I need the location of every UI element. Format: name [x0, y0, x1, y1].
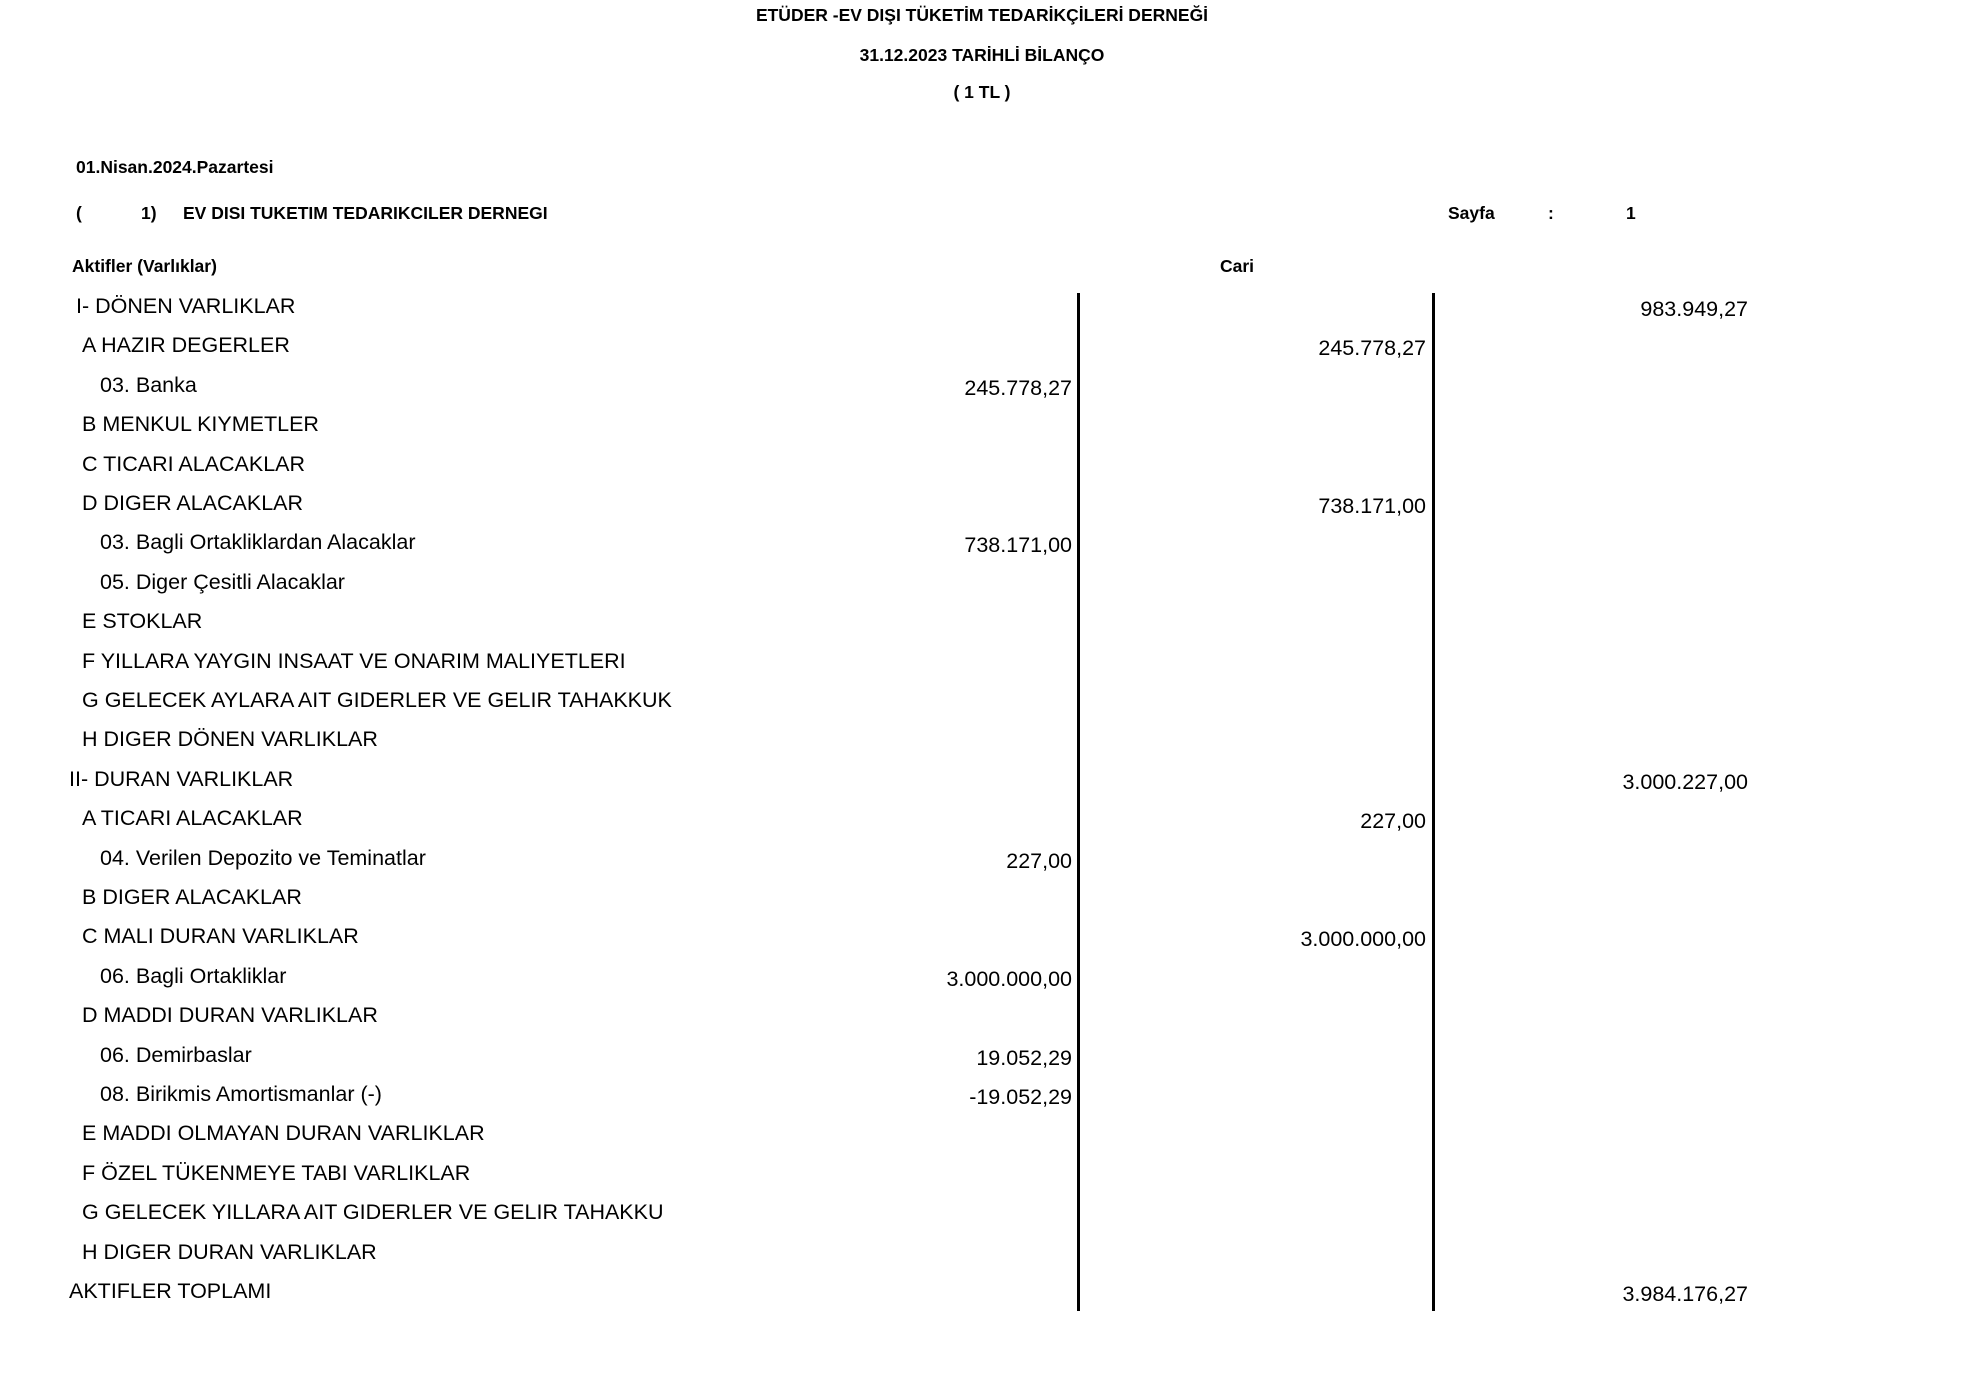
row-value-col1: 3.000.000,00 — [946, 966, 1072, 991]
row-value-col2: 3.000.000,00 — [1300, 927, 1426, 952]
row-label: F ÖZEL TÜKENMEYE TABI VARLIKLAR — [82, 1160, 471, 1185]
row-label: A HAZIR DEGERLER — [82, 333, 290, 358]
row-label: E MADDI OLMAYAN DURAN VARLIKLAR — [82, 1121, 485, 1146]
row-label: II- DURAN VARLIKLAR — [69, 766, 294, 791]
row-label: H DIGER DURAN VARLIKLAR — [82, 1239, 377, 1264]
row-label: B DIGER ALACAKLAR — [82, 885, 302, 909]
row-value-col1: 19.052,29 — [976, 1045, 1072, 1070]
row-label: 06. Demirbaslar — [100, 1042, 252, 1067]
row-value-col3: 983.949,27 — [1640, 297, 1748, 321]
row-value-col1: -19.052,29 — [969, 1085, 1072, 1109]
report-date: 01.Nisan.2024.Pazartesi — [76, 157, 274, 177]
row-value-col1: 245.778,27 — [964, 375, 1072, 400]
row-value-col2: 245.778,27 — [1318, 336, 1426, 361]
row-label: 03. Banka — [100, 372, 197, 397]
org-code-open: ( — [76, 203, 82, 223]
column-divider-1 — [1077, 293, 1080, 1311]
row-label: 06. Bagli Ortakliklar — [100, 963, 287, 988]
row-label: C MALI DURAN VARLIKLAR — [82, 924, 359, 949]
row-label: D DIGER ALACAKLAR — [82, 491, 304, 515]
row-label: I- DÖNEN VARLIKLAR — [76, 294, 296, 318]
current-column-header: Cari — [1220, 256, 1255, 276]
row-label: E STOKLAR — [82, 609, 203, 634]
column-divider-2 — [1432, 293, 1435, 1311]
row-label: F YILLARA YAYGIN INSAAT VE ONARIM MALIYETLERI — [82, 648, 626, 673]
row-value-col2: 738.171,00 — [1318, 494, 1426, 518]
row-label: 05. Diger Çesitli Alacaklar — [100, 569, 345, 594]
row-label: A TICARI ALACAKLAR — [82, 806, 303, 831]
page-label: Sayfa — [1448, 203, 1495, 223]
row-value-col3: 3.000.227,00 — [1622, 769, 1748, 794]
row-label: AKTIFLER TOPLAMI — [69, 1279, 272, 1303]
row-value-col1: 738.171,00 — [964, 533, 1072, 558]
currency-unit: ( 1 TL ) — [953, 82, 1011, 102]
report-subtitle: 31.12.2023 TARİHLİ BİLANÇO — [859, 45, 1105, 65]
org-name: EV DISI TUKETIM TEDARIKCILER DERNEGI — [183, 203, 548, 223]
row-label: 08. Birikmis Amortismanlar (-) — [100, 1082, 382, 1106]
row-label: C TICARI ALACAKLAR — [82, 451, 306, 476]
page-number: 1 — [1626, 203, 1636, 223]
row-label: G GELECEK YILLARA AIT GIDERLER VE GELIR TAHAKKU — [82, 1200, 664, 1225]
row-label: G GELECEK AYLARA AIT GIDERLER VE GELIR TAHAKKUK — [82, 688, 672, 712]
row-value-col2: 227,00 — [1360, 809, 1426, 834]
row-label: B MENKUL KIYMETLER — [82, 412, 319, 437]
report-title: ETÜDER -EV DIŞI TÜKETİM TEDARİKÇİLERİ DERNEĞİ — [755, 5, 1209, 25]
row-label: H DIGER DÖNEN VARLIKLAR — [82, 727, 378, 752]
row-value-col3: 3.984.176,27 — [1622, 1282, 1748, 1306]
row-label: D MADDI DURAN VARLIKLAR — [82, 1003, 378, 1028]
row-label: 03. Bagli Ortakliklardan Alacaklar — [100, 530, 416, 555]
row-value-col1: 227,00 — [1006, 848, 1072, 873]
org-code-number: 1) — [141, 203, 157, 223]
assets-column-header: Aktifler (Varlıklar) — [72, 256, 217, 276]
page-colon: : — [1548, 203, 1554, 223]
row-label: 04. Verilen Depozito ve Teminatlar — [100, 845, 426, 870]
